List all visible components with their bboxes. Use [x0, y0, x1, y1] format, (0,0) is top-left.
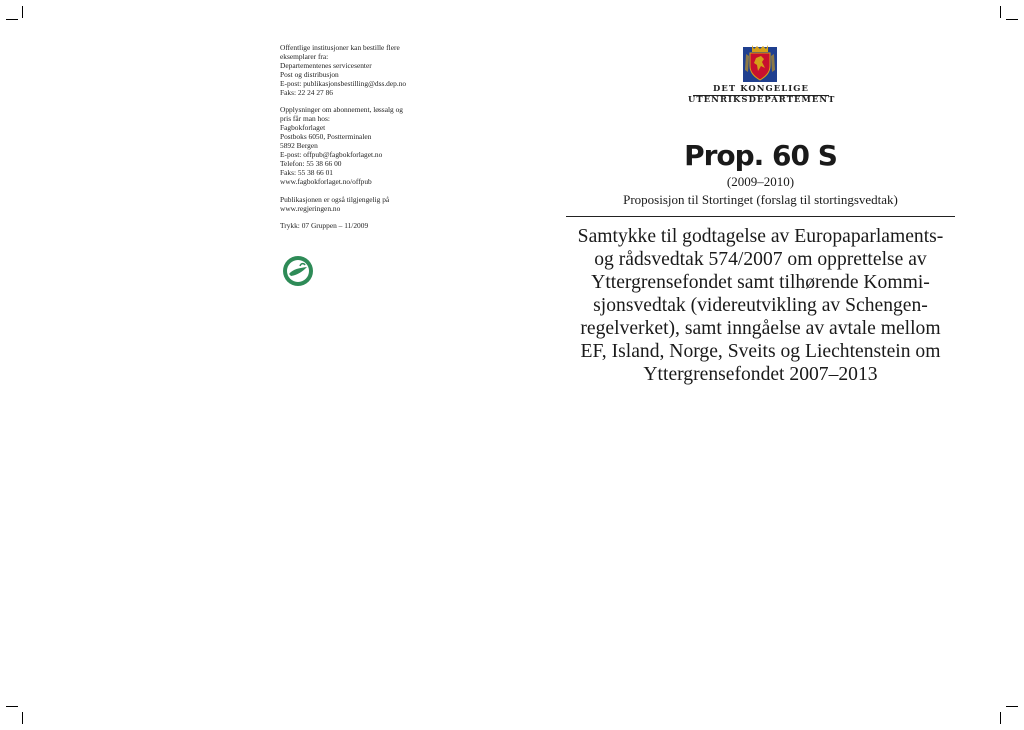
nordic-swan-ecolabel-icon — [282, 255, 314, 287]
print-info — [280, 222, 450, 231]
heading-line: regelverket), samt inngåelse av avtale mellom — [580, 318, 941, 339]
document-title: Prop. 60 S — [684, 139, 837, 172]
crop-mark-br-h — [1006, 706, 1018, 707]
crop-mark-tl-h — [6, 19, 18, 20]
order-info-line: eksemplarer fra: — [280, 51, 329, 61]
subscription-info-line: E-post: offpub@fagbokforlaget.no — [280, 149, 383, 159]
document-subtitle: Proposisjon til Stortinget (forslag til stortingsvedtak) — [623, 192, 898, 207]
heading-line: Samtykke til godtagelse av Europaparlaments- — [577, 226, 944, 247]
front-cover — [566, 138, 955, 386]
print-info-line: Trykk: 07 Gruppen – 11/2009 — [280, 221, 369, 231]
web-info — [280, 196, 450, 214]
subscription-info-line: 5892 Bergen — [280, 141, 318, 151]
crop-mark-tr-v — [1000, 6, 1001, 18]
title-divider — [566, 216, 955, 217]
subscription-info-line: Faks: 55 38 66 01 — [280, 167, 333, 177]
subscription-info-line: Fagbokforlaget — [280, 123, 326, 133]
heading-line: Yttergrensefondet 2007–2013 — [643, 364, 878, 385]
order-info-line: Post og distribusjon — [280, 69, 339, 79]
order-info-line: Offentlige institusjoner kan bestille flere — [280, 43, 400, 52]
web-info-line: www.regjeringen.no — [280, 203, 341, 213]
heading-line: Yttergrensefondet samt tilhørende Kommi- — [591, 272, 930, 293]
back-cover-info — [280, 44, 450, 240]
order-info — [280, 44, 450, 97]
subscription-info-line: Telefon: 55 38 66 00 — [280, 158, 342, 168]
ministry-logo — [688, 44, 834, 106]
subscription-info-line: Opplysninger om abonnement, løssalg og — [280, 105, 403, 115]
session-year: (2009–2010) — [726, 174, 795, 189]
heading-line: og rådsvedtak 574/2007 om opprettelse av — [594, 249, 927, 270]
royal-coat-of-arms-icon — [743, 44, 777, 82]
subscription-info-line: www.fagbokforlaget.no/offpub — [280, 176, 372, 186]
ministry-name-line2: UTENRIKSDEPARTEMENT — [688, 94, 836, 104]
ministry-name-line1: DET KONGELIGE — [713, 83, 809, 93]
crop-mark-bl-h — [6, 706, 18, 707]
subscription-info — [280, 106, 450, 186]
web-info-line: Publikasjonen er også tilgjengelig på — [280, 194, 390, 204]
heading-line: sjonsvedtak (videreutvikling av Schengen- — [593, 295, 928, 316]
order-info-line: Faks: 22 24 27 86 — [280, 87, 333, 97]
document-heading — [566, 225, 955, 386]
crop-mark-br-v — [1000, 712, 1001, 724]
subscription-info-line: Postboks 6050, Postterminalen — [280, 132, 372, 142]
crop-mark-tr-h — [1006, 19, 1018, 20]
order-info-line: E-post: publikasjonsbestilling@dss.dep.no — [280, 78, 407, 88]
subscription-info-line: pris får man hos: — [280, 114, 330, 124]
order-info-line: Departementenes servicesenter — [280, 60, 372, 70]
crop-mark-tl-v — [22, 6, 23, 18]
crop-mark-bl-v — [22, 712, 23, 724]
heading-line: EF, Island, Norge, Sveits og Liechtenstein om — [580, 341, 941, 362]
